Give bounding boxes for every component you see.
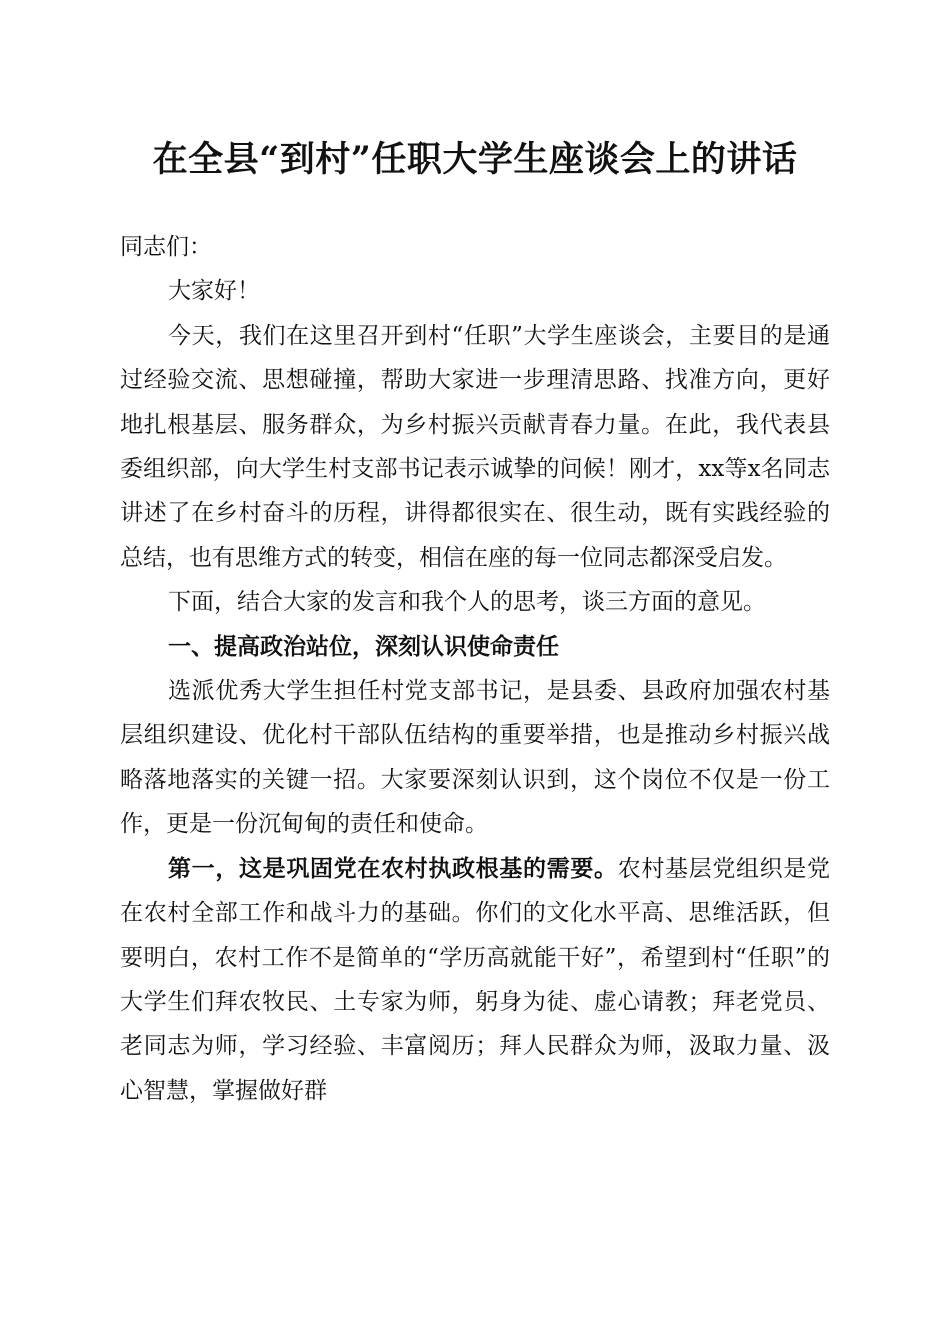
first-point-lead: 第一，这是巩固党在农村执政根基的需要。 xyxy=(168,854,618,882)
paragraph-mission: 选派优秀大学生担任村党支部书记，是县委、县政府加强农村基层组织建设、优化村干部队伍结构的重要举措，也是推动乡村振兴战略落地落实的关键一招。大家要深刻认识到，这个岗位不仅是一份工作，更是一份沉甸甸的责任和使命。 xyxy=(120,678,830,838)
paragraph-opening: 今天，我们在这里召开到村“任职”大学生座谈会，主要目的是通过经验交流、思想碰撞，帮助大家进一步理清思路、找准方向，更好地扎根基层、服务群众，为乡村振兴贡献青春力量。在此，我代表县委组织部，向大学生村支部书记表示诚挚的问候！刚才，xx等x名同志讲述了在乡村奋斗的历程，讲得都很实在、很生动，既有实践经验的总结，也有思维方式的转变，相信在座的每一位同志都深受启发。 xyxy=(120,322,830,571)
salutation: 同志们： xyxy=(120,234,212,260)
section-heading-1: 一、提高政治站位，深刻认识使命责任 xyxy=(168,633,559,660)
paragraph-intro-three-points: 下面，结合大家的发言和我个人的思考，谈三方面的意见。 xyxy=(168,589,766,616)
paragraph-first-point xyxy=(120,847,830,1113)
document-title: 在全县“到村”任职大学生座谈会上的讲话 xyxy=(152,139,798,180)
greeting: 大家好！ xyxy=(168,278,260,305)
document-body xyxy=(120,225,830,1113)
first-point-body: 农村基层党组织是党在农村全部工作和战斗力的基础。你们的文化水平高、思维活跃，但要明白，农村工作不是简单的“学历高就能干好”，希望到村“任职”的大学生们拜农牧民、土专家为师，躬身为徒、虚心请教；拜老党员、老同志为师，学习经验、丰富阅历；拜人民群众为师，汲取力量、汲心智慧，掌握做好群 xyxy=(120,855,831,1104)
